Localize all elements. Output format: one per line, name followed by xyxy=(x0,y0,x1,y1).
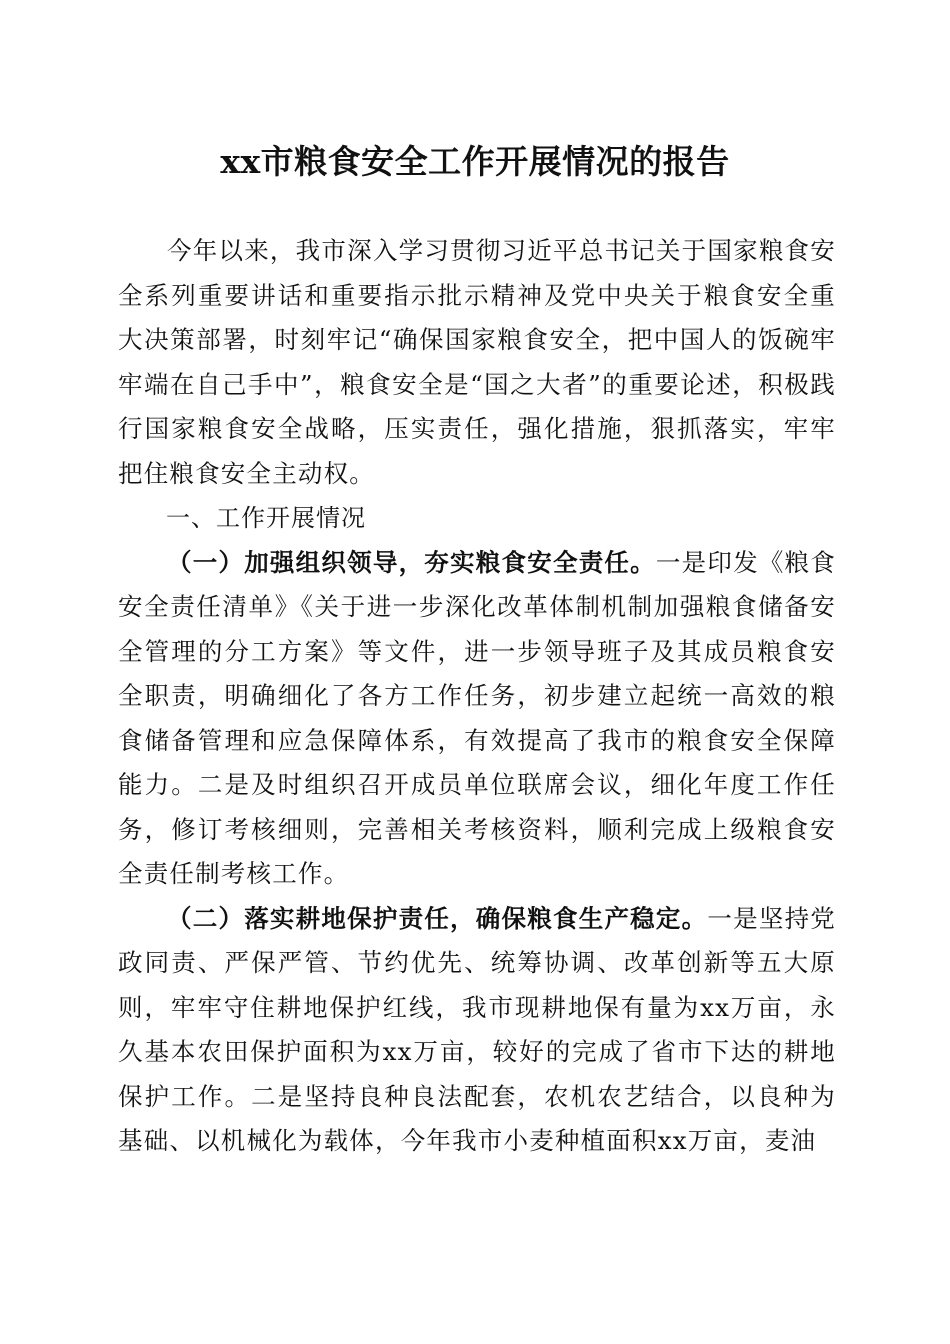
document-title: xx市粮食安全工作开展情况的报告 xyxy=(220,142,730,181)
subsection-paragraph-organization xyxy=(118,541,836,897)
subsection-text-farmland: 一是坚持党政同责、严保严管、节约优先、统筹协调、改革创新等五大原则，牢牢守住耕地保护红线，我市现耕地保有量为xx万亩，永久基本农田保护面积为xx万亩，较好的完成了省市下达的耕地保护工作。二是坚持良种良法配套，农机农艺结合，以良种为基础、以机械化为载体，今年我市小麦种植面积xx万亩，麦油 xyxy=(118,903,837,1155)
section-heading-work-progress: 一、工作开展情况 xyxy=(166,504,366,532)
subsection-paragraph-farmland xyxy=(118,897,836,1164)
subsection-heading-farmland: （二）落实耕地保护责任，确保粮食生产稳定。 xyxy=(167,903,708,933)
intro-paragraph: 今年以来，我市深入学习贯彻习近平总书记关于国家粮食安全系列重要讲话和重要指示批示精神及党中央关于粮食安全重大决策部署，时刻牢记“确保国家粮食安全，把中国人的饭碗牢牢端在自己手中”，粮食安全是“国之大者”的重要论述，积极践行国家粮食安全战略，压实责任，强化措施，狠抓落实，牢牢把住粮食安全主动权。 xyxy=(118,236,836,488)
document-body xyxy=(118,229,836,1164)
subsection-text-organization: 一是印发《粮食安全责任清单》《关于进一步深化改革体制机制加强粮食储备安全管理的分工方案》等文件，进一步领导班子及其成员粮食安全职责，明确细化了各方工作任务，初步建立起统一高效的粮食储备管理和应急保障体系，有效提高了我市的粮食安全保障能力。二是及时组织召开成员单位联席会议，细化年度工作任务，修订考核细则，完善相关考核资料，顺利完成上级粮食安全责任制考核工作。 xyxy=(118,547,836,888)
subsection-heading-organization: （一）加强组织领导，夯实粮食安全责任。 xyxy=(167,547,656,577)
